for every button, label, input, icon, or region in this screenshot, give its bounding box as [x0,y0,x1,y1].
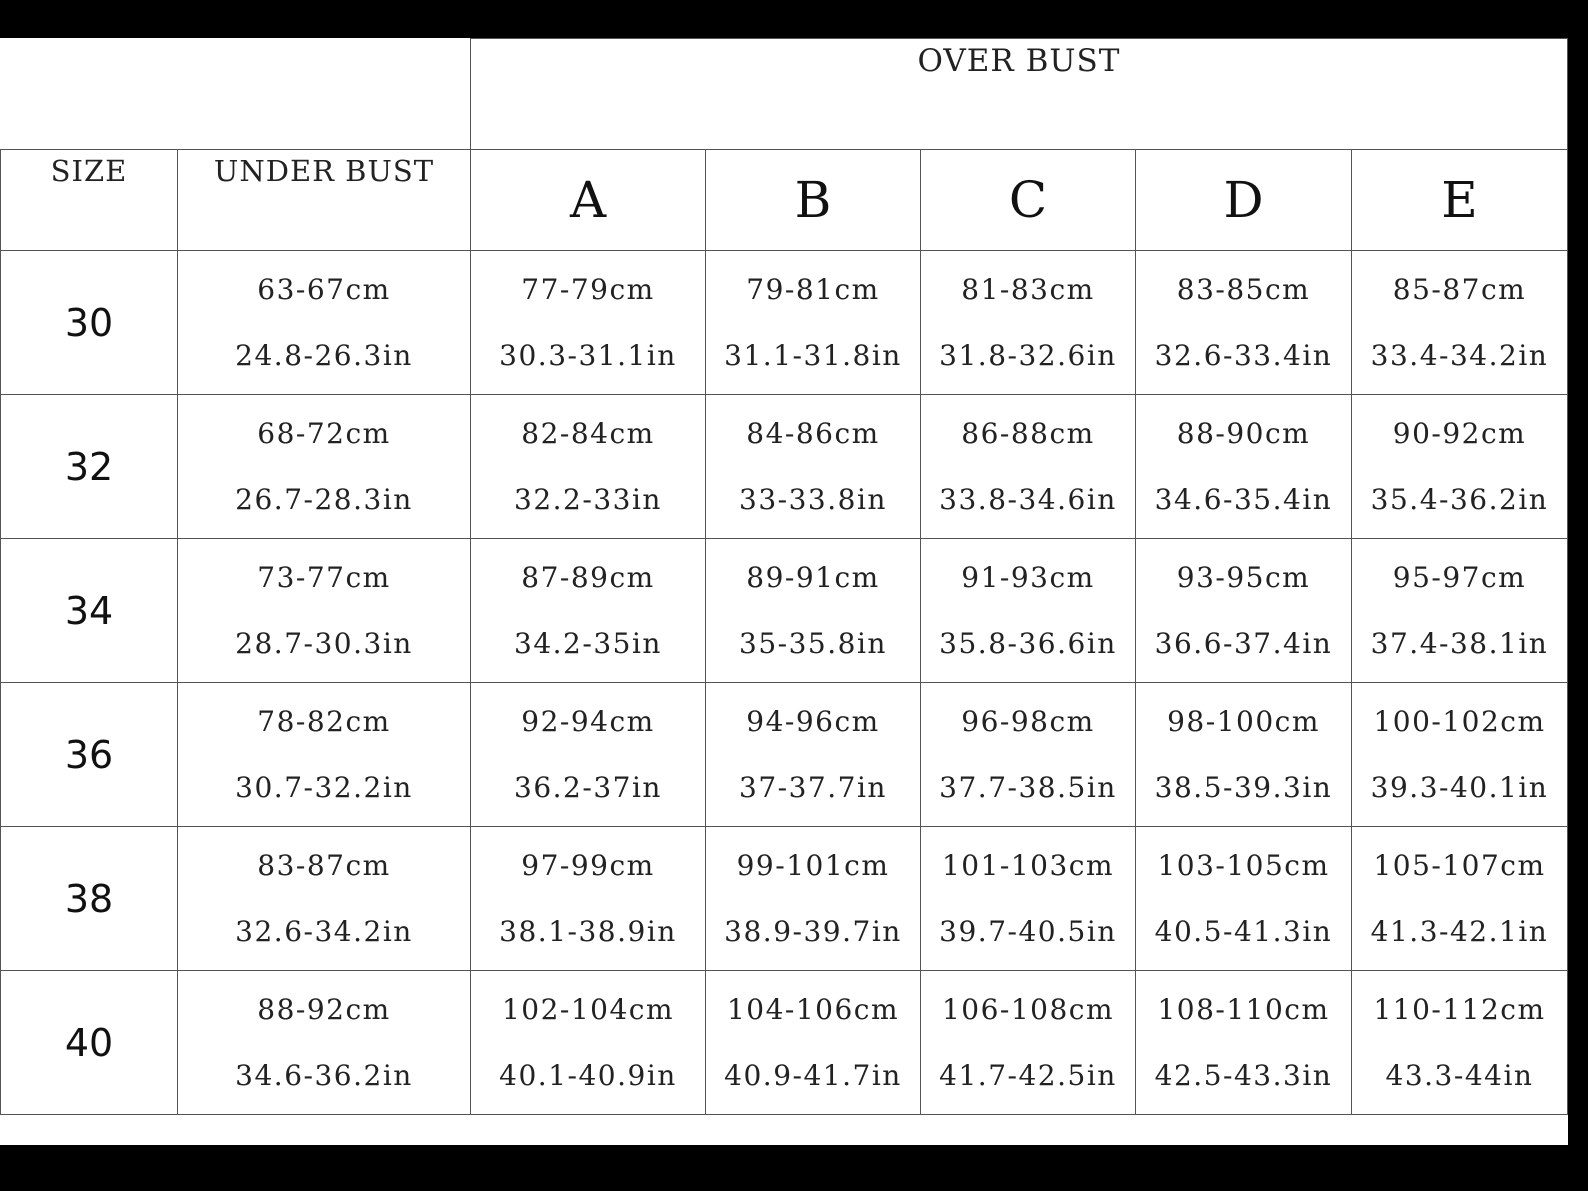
cup-b-cell [706,539,921,683]
cup-header-b: B [706,150,921,251]
inch-value: 40.9-41.7in [724,1058,902,1092]
cm-value: 79-81cm [746,272,880,306]
cup-c-cell [921,827,1136,971]
size-value: 38 [1,827,178,971]
under-bust-header: UNDER BUST [178,150,471,251]
cup-e-cell [1352,539,1568,683]
cup-c-cell [921,539,1136,683]
inch-value: 30.7-32.2in [235,770,413,804]
cm-value: 101-103cm [941,848,1115,882]
under-bust-cell [178,683,471,827]
cup-a-cell [471,971,706,1115]
inch-value: 26.7-28.3in [235,482,413,516]
cm-value: 83-85cm [1176,272,1311,306]
cup-a-cell [471,251,706,395]
cup-d-cell [1136,827,1352,971]
table-row [1,827,1568,971]
cm-value: 92-94cm [521,704,655,738]
inch-value: 34.6-35.4in [1154,482,1333,516]
inch-value: 30.3-31.1in [499,338,677,372]
cm-value: 96-98cm [961,704,1095,738]
size-chart-table [0,38,1568,1115]
cm-value: 88-92cm [257,992,391,1026]
cm-value: 87-89cm [521,560,655,594]
cm-value: 106-108cm [941,992,1115,1026]
size-value: 32 [1,395,178,539]
cm-value: 90-92cm [1392,416,1527,450]
inch-value: 31.1-31.8in [724,338,902,372]
cm-value: 100-102cm [1373,704,1546,738]
cm-value: 78-82cm [257,704,391,738]
cm-value: 73-77cm [257,560,391,594]
inch-value: 33.8-34.6in [939,482,1117,516]
inch-value: 38.9-39.7in [724,914,902,948]
under-bust-cell [178,971,471,1115]
cup-c-cell [921,251,1136,395]
cm-value: 86-88cm [961,416,1095,450]
table-row [1,971,1568,1115]
inch-value: 39.7-40.5in [939,914,1117,948]
cup-d-cell [1136,251,1352,395]
table-row [1,251,1568,395]
inch-value: 43.3-44in [1385,1058,1534,1092]
cm-value: 93-95cm [1176,560,1311,594]
cm-value: 84-86cm [746,416,880,450]
cup-b-cell [706,683,921,827]
cup-e-cell [1352,683,1568,827]
over-bust-header: OVER BUST [471,39,1568,150]
inch-value: 38.1-38.9in [499,914,677,948]
under-bust-cell [178,395,471,539]
cm-value: 68-72cm [257,416,391,450]
cup-d-cell [1136,971,1352,1115]
cup-b-cell [706,971,921,1115]
cm-value: 95-97cm [1392,560,1527,594]
inch-value: 37.4-38.1in [1370,626,1549,660]
cm-value: 104-106cm [726,992,900,1026]
inch-value: 33-33.8in [739,482,887,516]
inch-value: 41.3-42.1in [1370,914,1549,948]
inch-value: 32.2-33in [514,482,662,516]
size-value: 34 [1,539,178,683]
cup-e-cell [1352,827,1568,971]
inch-value: 34.2-35in [514,626,662,660]
cm-value: 103-105cm [1157,848,1330,882]
cm-value: 110-112cm [1373,992,1546,1026]
cm-value: 91-93cm [961,560,1095,594]
cm-value: 105-107cm [1373,848,1546,882]
cup-d-cell [1136,539,1352,683]
cup-e-cell [1352,251,1568,395]
cm-value: 99-101cm [736,848,890,882]
cm-value: 98-100cm [1167,704,1320,738]
cup-header-a: A [471,150,706,251]
cm-value: 94-96cm [746,704,880,738]
under-bust-cell [178,539,471,683]
cup-b-cell [706,395,921,539]
cm-value: 102-104cm [501,992,675,1026]
cup-header-c: C [921,150,1136,251]
inch-value: 33.4-34.2in [1370,338,1549,372]
size-header: SIZE [1,150,178,251]
cup-b-cell [706,251,921,395]
inch-value: 32.6-33.4in [1154,338,1333,372]
cm-value: 83-87cm [257,848,391,882]
cup-header-e: E [1352,150,1568,251]
size-chart-sheet [0,38,1568,1145]
cm-value: 85-87cm [1392,272,1527,306]
cup-c-cell [921,683,1136,827]
cup-e-cell [1352,395,1568,539]
cup-d-cell [1136,683,1352,827]
cup-a-cell [471,827,706,971]
size-value: 40 [1,971,178,1115]
cup-c-cell [921,971,1136,1115]
cm-value: 77-79cm [521,272,655,306]
cm-value: 108-110cm [1157,992,1330,1026]
inch-value: 40.5-41.3in [1154,914,1333,948]
table-row [1,683,1568,827]
under-bust-cell [178,827,471,971]
cup-header-d: D [1136,150,1352,251]
cup-e-cell [1352,971,1568,1115]
cup-a-cell [471,395,706,539]
cm-value: 89-91cm [746,560,880,594]
inch-value: 31.8-32.6in [939,338,1117,372]
inch-value: 37-37.7in [739,770,887,804]
table-row [1,539,1568,683]
size-value: 30 [1,251,178,395]
table-row [1,395,1568,539]
inch-value: 41.7-42.5in [939,1058,1117,1092]
blank-corner [1,39,471,150]
inch-value: 39.3-40.1in [1370,770,1549,804]
cup-c-cell [921,395,1136,539]
column-header-row [1,150,1568,251]
inch-value: 32.6-34.2in [235,914,413,948]
cup-a-cell [471,683,706,827]
inch-value: 34.6-36.2in [235,1058,413,1092]
inch-value: 35.4-36.2in [1370,482,1549,516]
under-bust-cell [178,251,471,395]
cm-value: 63-67cm [257,272,391,306]
inch-value: 38.5-39.3in [1154,770,1333,804]
inch-value: 24.8-26.3in [235,338,413,372]
cm-value: 82-84cm [521,416,655,450]
inch-value: 40.1-40.9in [499,1058,677,1092]
inch-value: 35-35.8in [739,626,887,660]
cup-a-cell [471,539,706,683]
cup-b-cell [706,827,921,971]
inch-value: 42.5-43.3in [1154,1058,1333,1092]
size-value: 36 [1,683,178,827]
inch-value: 35.8-36.6in [939,626,1117,660]
inch-value: 37.7-38.5in [939,770,1117,804]
inch-value: 36.6-37.4in [1154,626,1333,660]
cm-value: 81-83cm [961,272,1095,306]
inch-value: 28.7-30.3in [235,626,413,660]
over-bust-header-row [1,39,1568,150]
cm-value: 97-99cm [521,848,655,882]
cup-d-cell [1136,395,1352,539]
inch-value: 36.2-37in [514,770,662,804]
size-rows [1,251,1568,1115]
cm-value: 88-90cm [1176,416,1311,450]
